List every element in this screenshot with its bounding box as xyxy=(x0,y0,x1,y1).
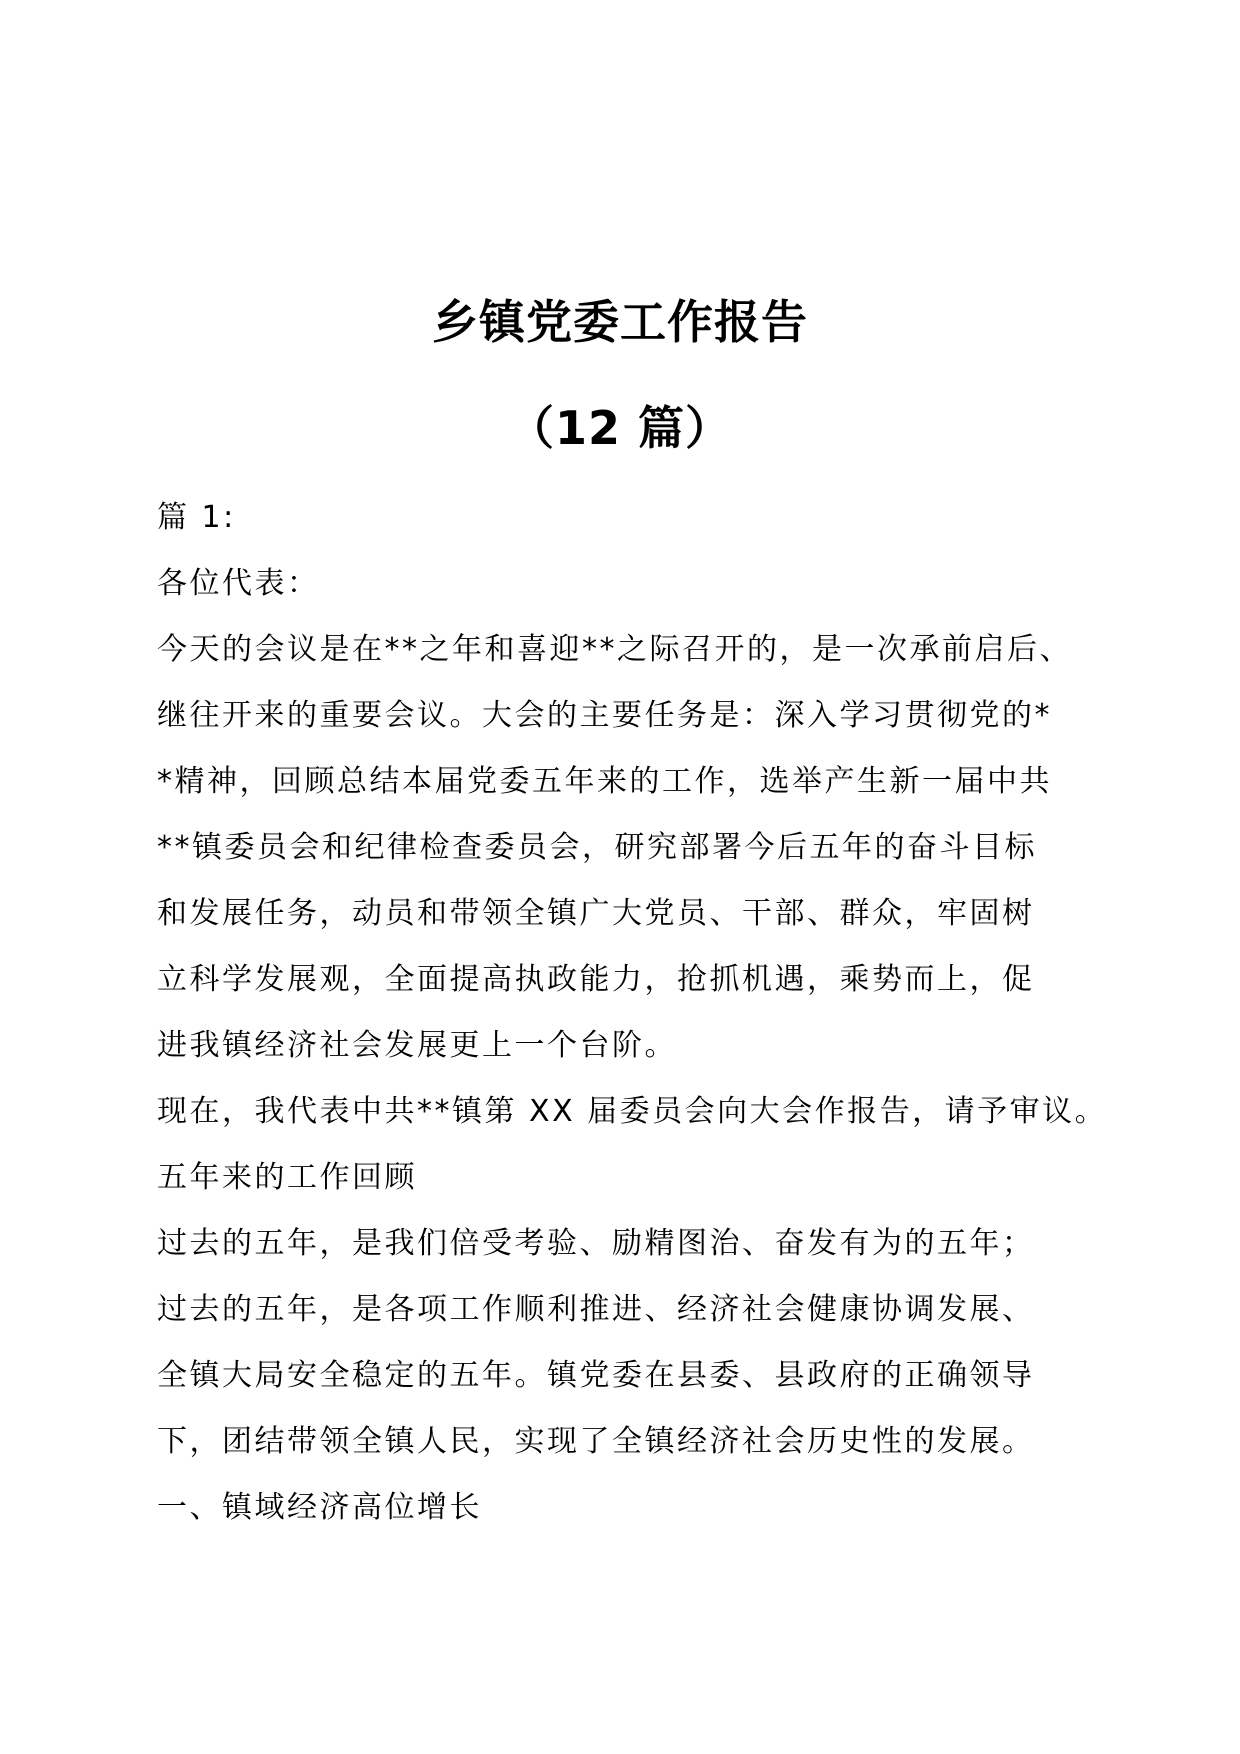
paragraph-line: 全镇大局安全稳定的五年。镇党委在县委、县政府的正确领导 xyxy=(157,1358,1035,1393)
paragraph-line: 过去的五年，是我们倍受考验、励精图治、奋发有为的五年； xyxy=(157,1226,1035,1261)
paragraph-line: 进我镇经济社会发展更上一个台阶。 xyxy=(157,1028,677,1063)
section-heading: 五年来的工作回顾 xyxy=(157,1160,417,1195)
section-label: 篇 1: xyxy=(157,500,236,535)
document-title: 乡镇党委工作报告 xyxy=(432,295,808,349)
subsection-heading: 一、镇域经济高位增长 xyxy=(157,1490,482,1525)
paragraph-line: **镇委员会和纪律检查委员会，研究部署今后五年的奋斗目标 xyxy=(157,830,1037,865)
document-subtitle: （12 篇） xyxy=(507,401,733,455)
paragraph-line: 现在，我代表中共**镇第 XX 届委员会向大会作报告，请予审议。 xyxy=(157,1094,1108,1129)
salutation: 各位代表： xyxy=(157,566,320,601)
paragraph-line: 下，团结带领全镇人民，实现了全镇经济社会历史性的发展。 xyxy=(157,1424,1035,1459)
paragraph-line: *精神，回顾总结本届党委五年来的工作，选举产生新一届中共 xyxy=(157,764,1052,799)
paragraph-line: 今天的会议是在**之年和喜迎**之际召开的，是一次承前启后、 xyxy=(157,632,1072,667)
paragraph-line: 过去的五年，是各项工作顺利推进、经济社会健康协调发展、 xyxy=(157,1292,1035,1327)
paragraph-line: 立科学发展观，全面提高执政能力，抢抓机遇，乘势而上，促 xyxy=(157,962,1035,997)
document-body xyxy=(157,485,1108,1541)
paragraph-line: 和发展任务，动员和带领全镇广大党员、干部、群众，牢固树 xyxy=(157,896,1035,931)
paragraph-line: 继往开来的重要会议。大会的主要任务是：深入学习贯彻党的* xyxy=(157,698,1052,733)
